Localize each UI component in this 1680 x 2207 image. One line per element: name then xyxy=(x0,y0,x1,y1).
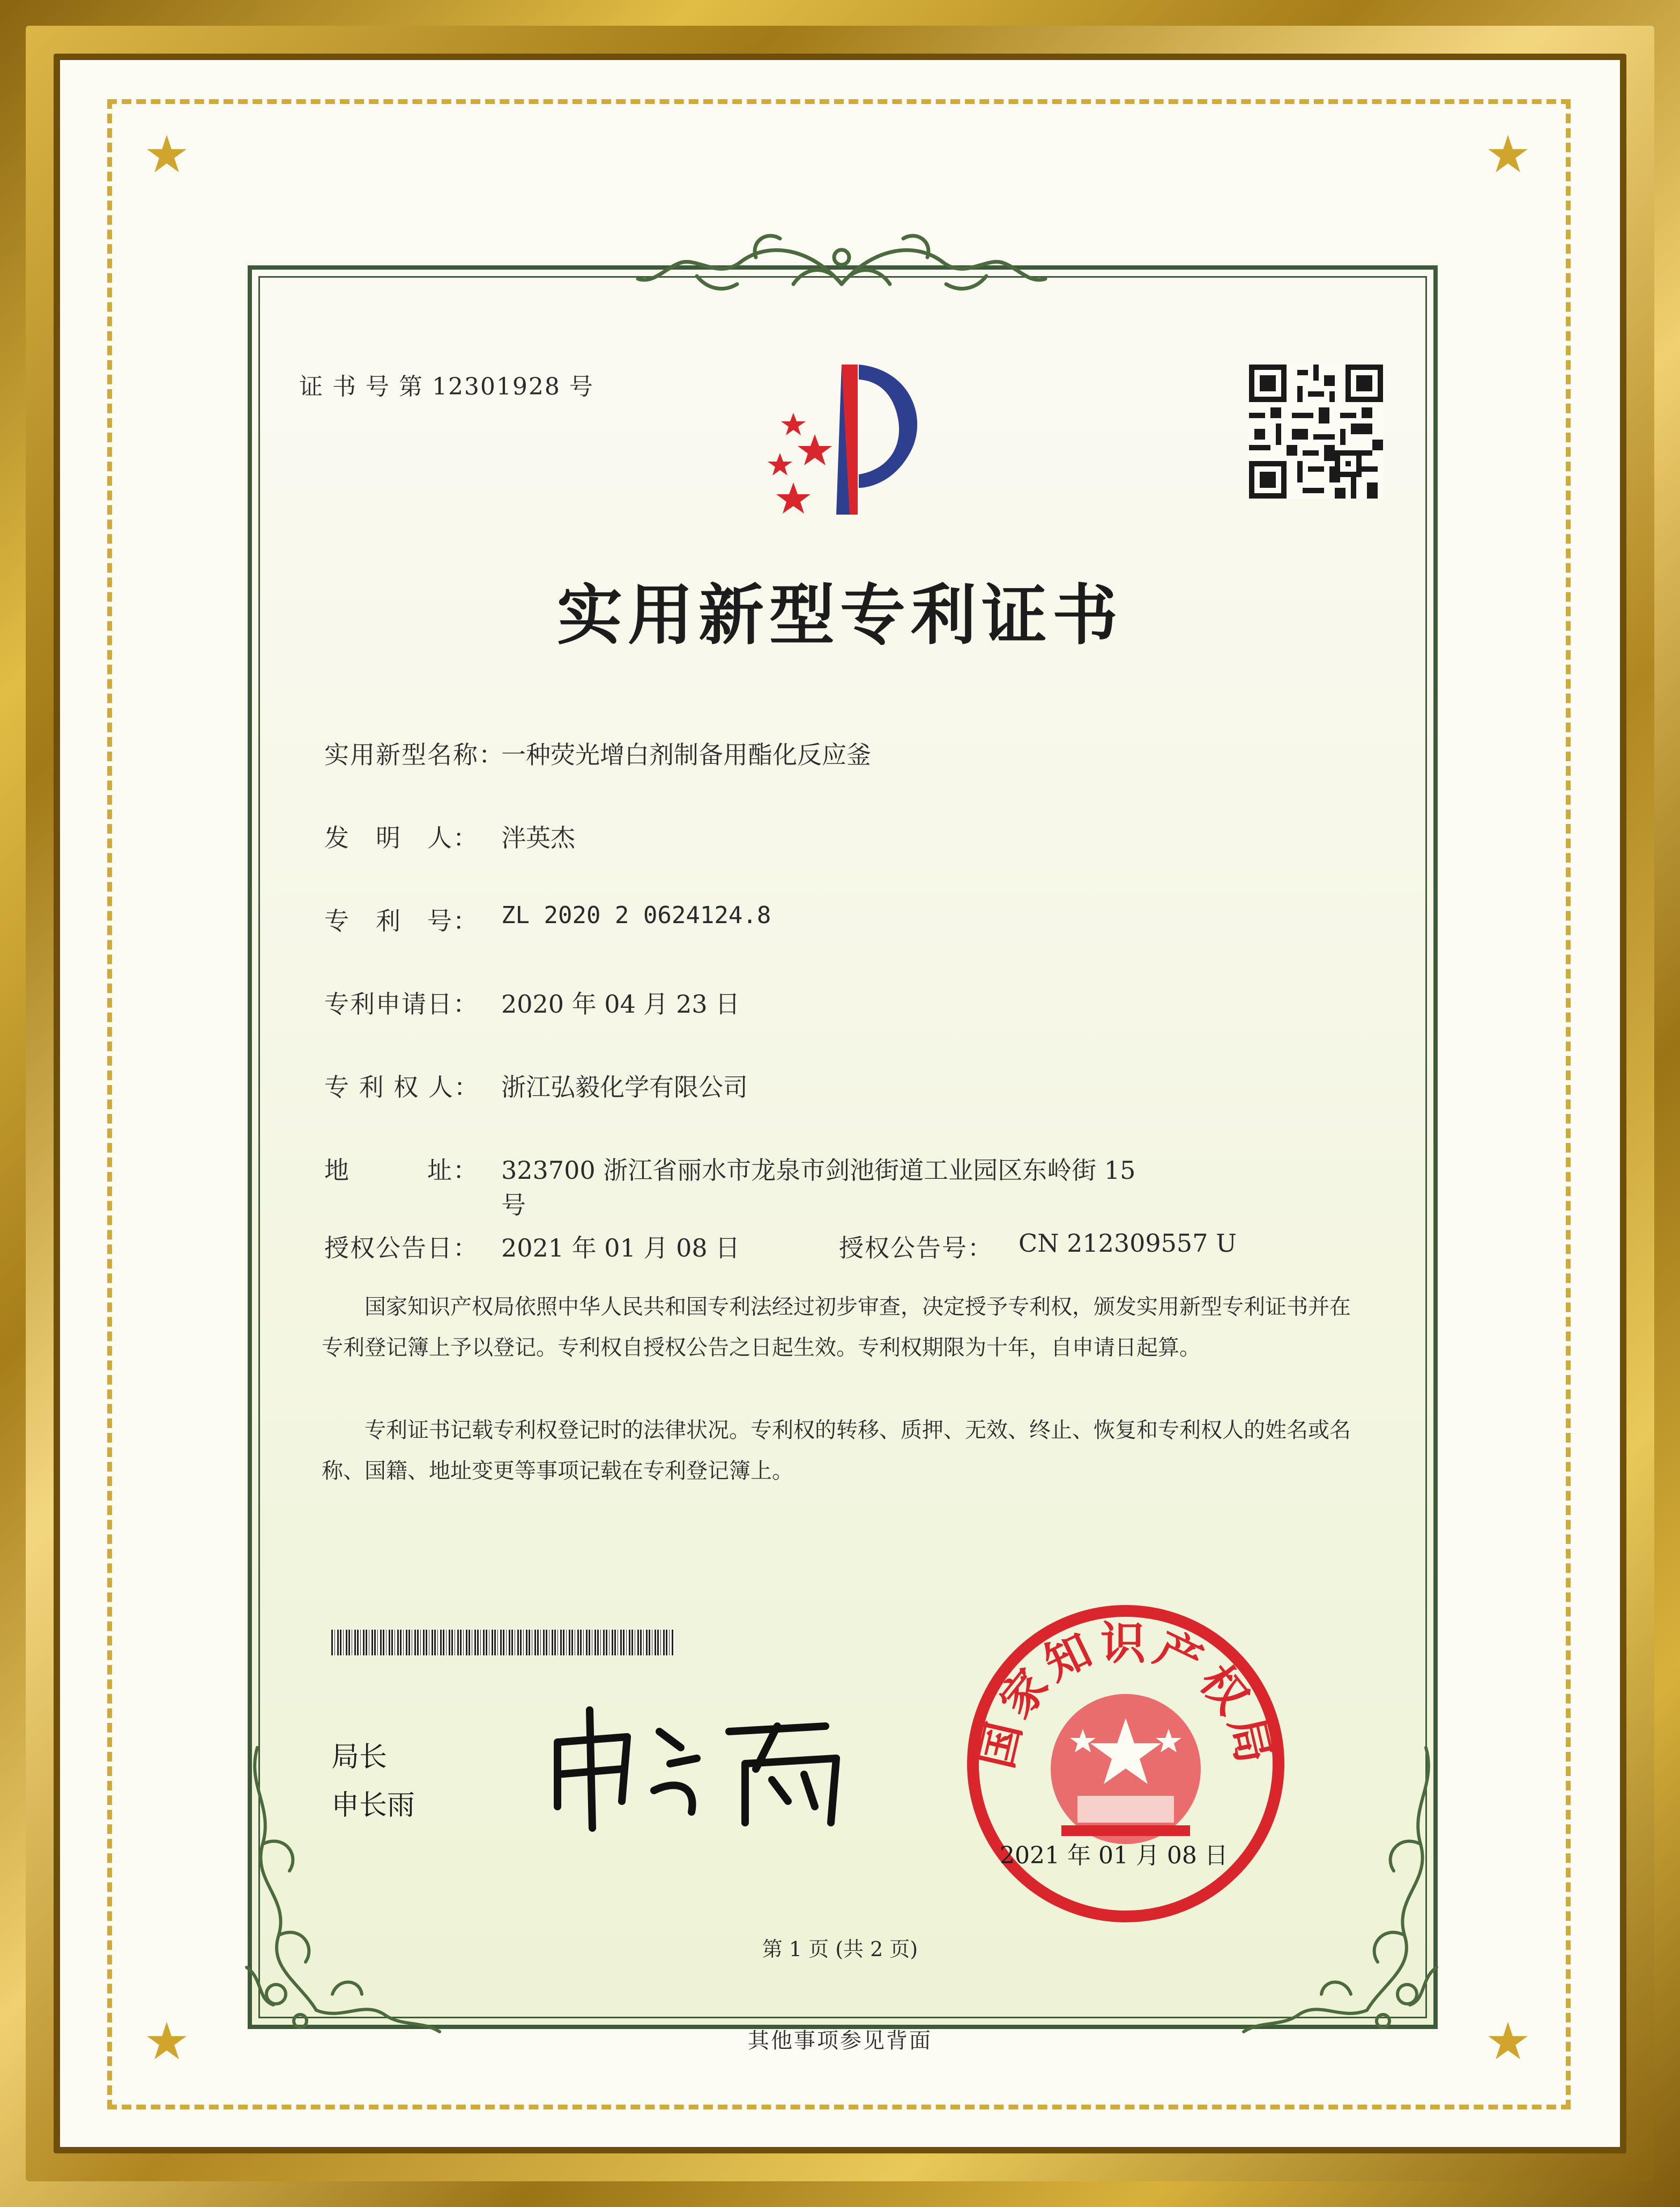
name-label: 实用新型名称： xyxy=(324,740,504,769)
patent-number-label: 专 利 号： xyxy=(324,906,479,935)
filing-date-label: 专利申请日： xyxy=(324,990,479,1019)
inventor-label: 发 明 人： xyxy=(324,823,479,852)
certificate-number: 证 书 号 第 12301928 号 xyxy=(299,373,594,400)
director-name: 申长雨 xyxy=(331,1789,415,1822)
qr-code-icon xyxy=(1249,365,1383,499)
corner-star-icon: ★ xyxy=(144,124,190,184)
corner-star-icon: ★ xyxy=(144,2011,190,2071)
seal-date: 2021 年 01 月 08 日 xyxy=(1000,1842,1228,1869)
corner-star-icon: ★ xyxy=(1485,124,1532,184)
patent-number-value: ZL 2020 2 0624124.8 xyxy=(501,902,771,929)
page-number: 第 1 页 (共 2 页) xyxy=(762,1937,918,1961)
barcode xyxy=(331,1630,674,1655)
name-value: 一种荧光增白剂制备用酯化反应釜 xyxy=(501,740,871,769)
grant-number-label: 授权公告号： xyxy=(839,1233,993,1262)
director-title: 局长 xyxy=(331,1741,388,1773)
grant-date-label: 授权公告日： xyxy=(324,1233,479,1262)
official-seal-icon xyxy=(965,1603,1287,1924)
grant-date-value: 2021 年 01 月 08 日 xyxy=(501,1233,740,1262)
patentee-value: 浙江弘毅化学有限公司 xyxy=(501,1073,748,1102)
filing-date-value: 2020 年 04 月 23 日 xyxy=(501,990,740,1019)
back-side-note: 其他事项参见背面 xyxy=(748,2028,932,2053)
inventor-value: 泮英杰 xyxy=(501,823,575,852)
address-value-line2: 号 xyxy=(501,1191,526,1220)
patentee-label: 专 利 权 人： xyxy=(324,1073,480,1102)
address-value-line1: 323700 浙江省丽水市龙泉市剑池街道工业园区东岭街 15 xyxy=(501,1156,1136,1185)
body-paragraph-2: 专利证书记载专利权登记时的法律状况。专利权的转移、质押、无效、终止、恢复和专利权人的姓名或名称、国籍、地址变更等事项记载在专利登记簿上。 xyxy=(322,1418,1351,1483)
certificate-title: 实用新型专利证书 xyxy=(557,576,1123,653)
grant-number-value: CN 212309557 U xyxy=(1019,1229,1237,1258)
seal-text: 国家知识产权局 xyxy=(969,1616,1283,1773)
patent-office-logo-icon xyxy=(734,354,949,525)
corner-star-icon: ★ xyxy=(1485,2011,1532,2071)
address-label: 地 址： xyxy=(324,1156,479,1185)
top-ornament-icon xyxy=(633,225,1051,306)
body-paragraph-1: 国家知识产权局依照中华人民共和国专利法经过初步审查，决定授予专利权，颁发实用新型专利证书并在专利登记簿上予以登记。专利权自授权公告之日起生效。专利权期限为十年，自申请日起算。 xyxy=(322,1295,1351,1360)
handwritten-signature-icon xyxy=(547,1699,868,1839)
